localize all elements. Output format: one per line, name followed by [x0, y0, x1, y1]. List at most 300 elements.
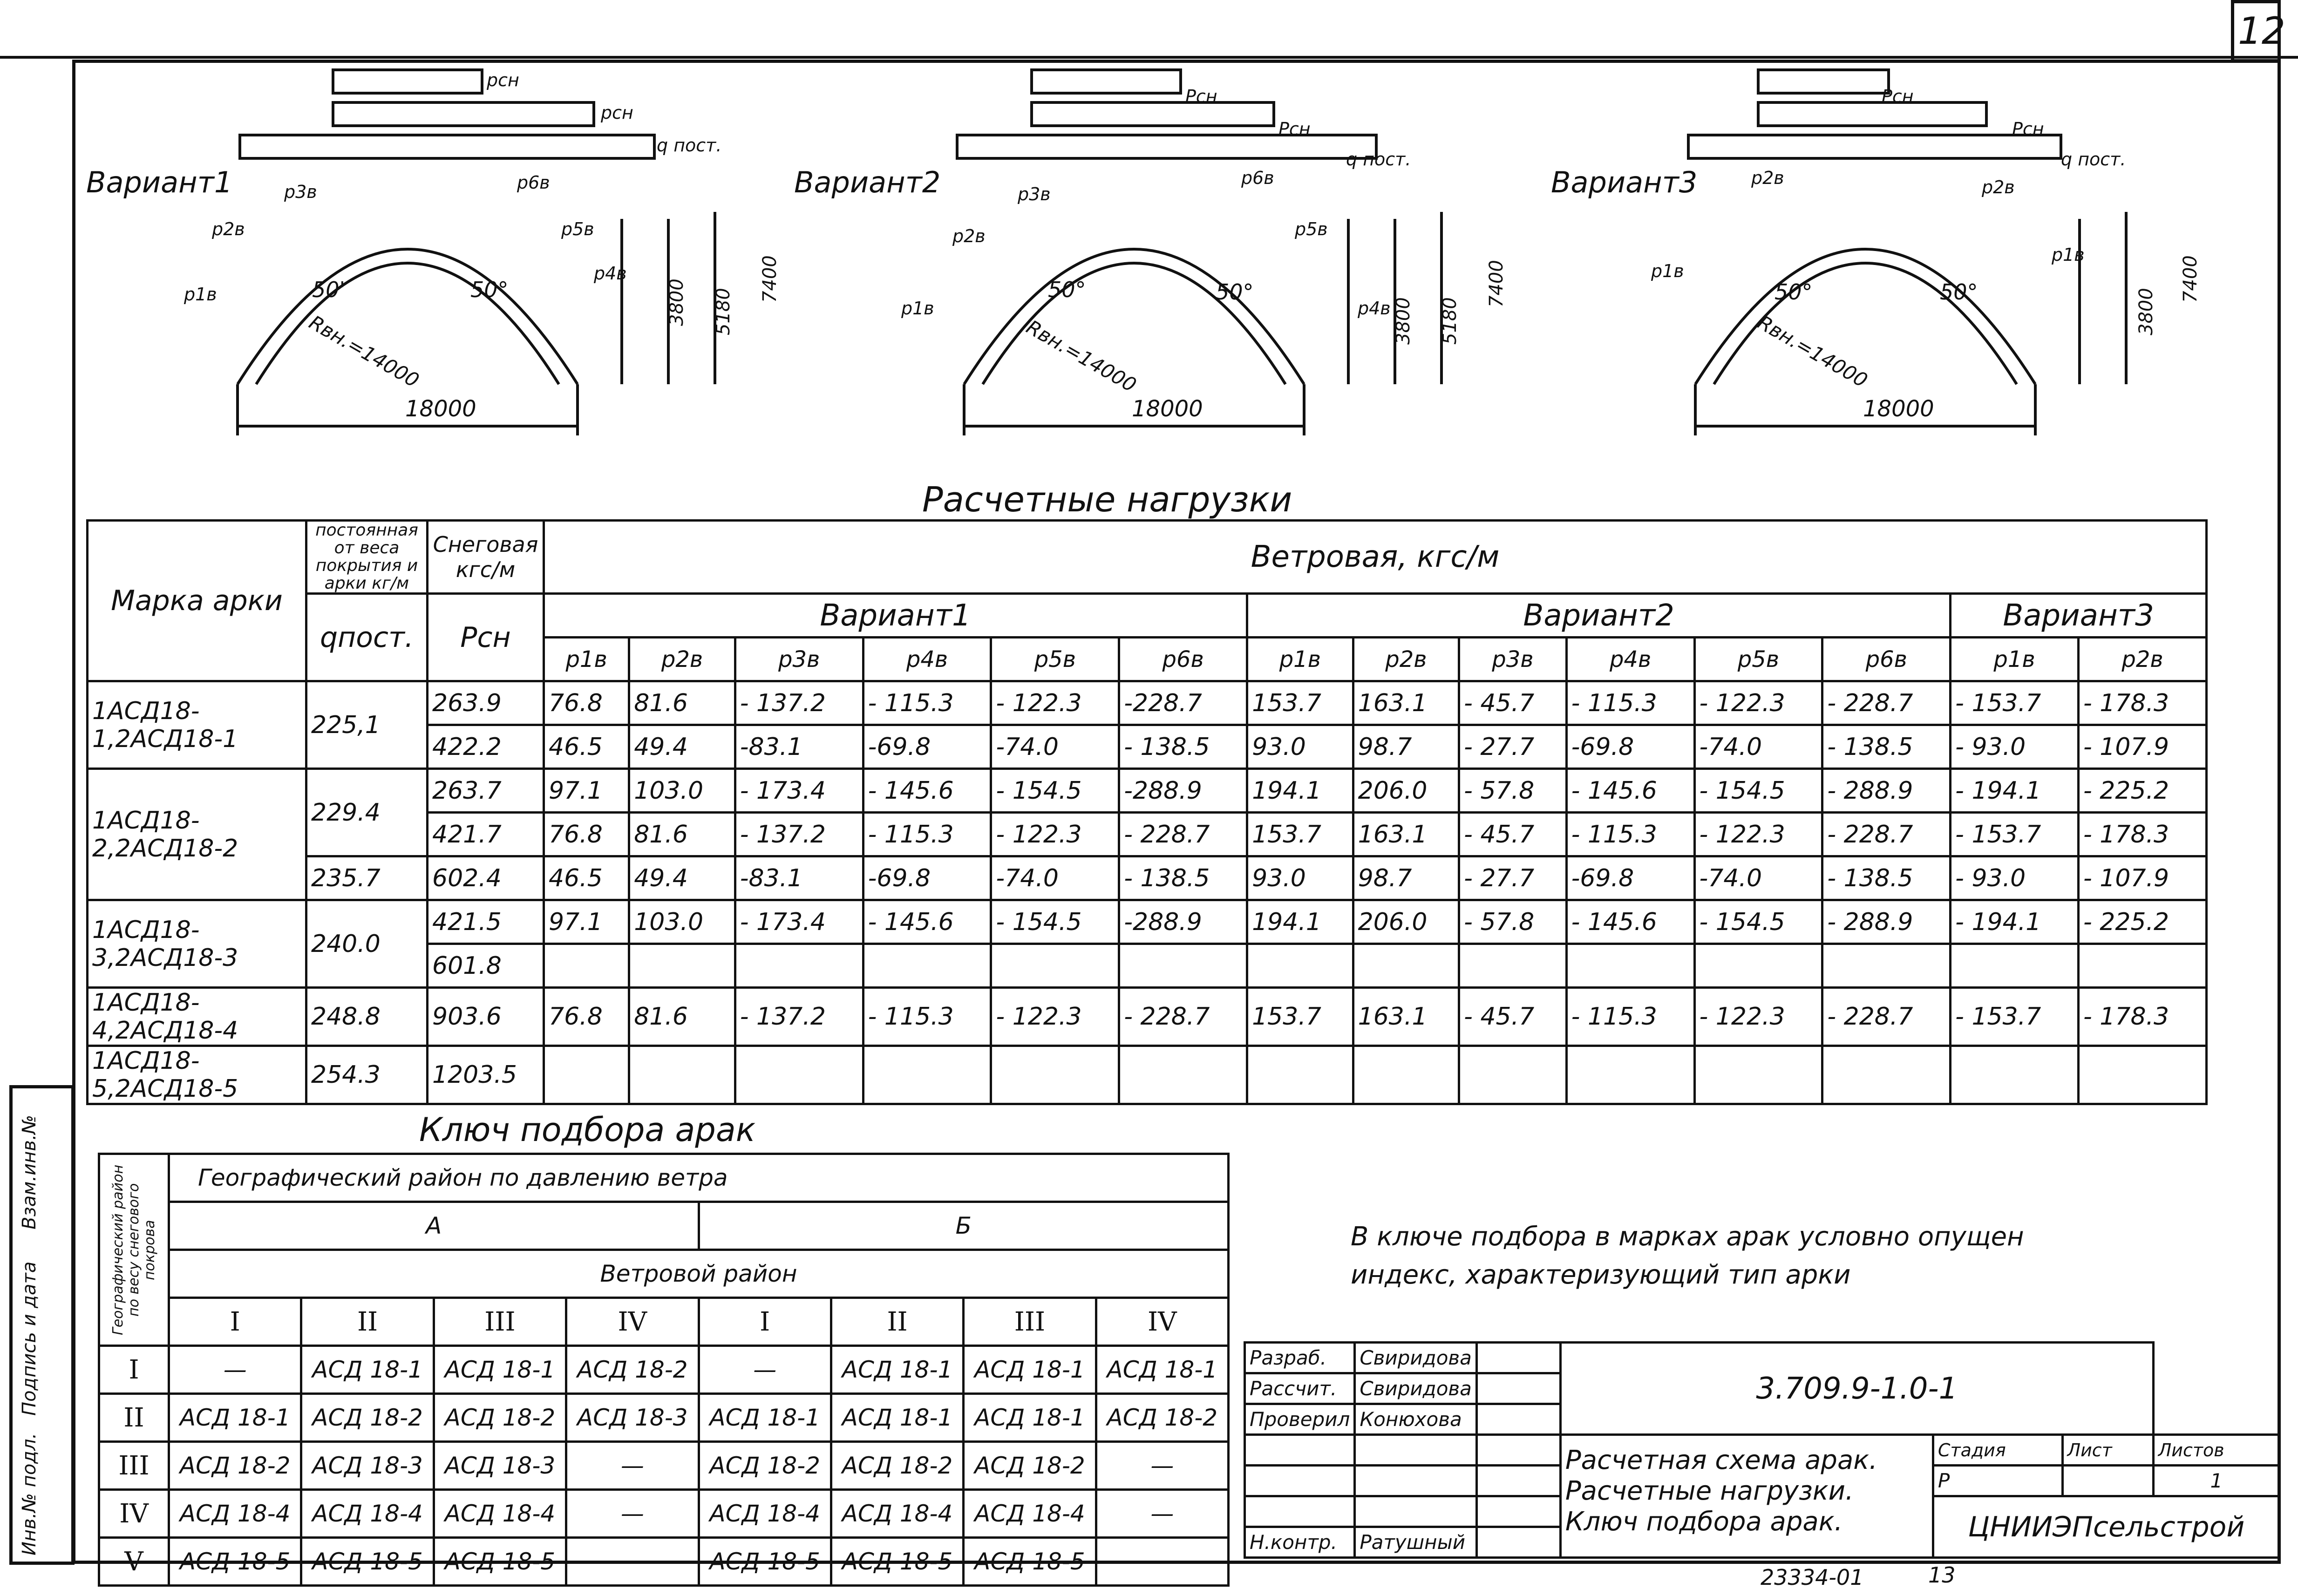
variant-1-header: Вариант1	[544, 594, 1247, 638]
key-cell: АСД 18-4	[169, 1490, 301, 1538]
p-header: p2в	[1353, 638, 1459, 681]
key-wind-region: II	[831, 1298, 963, 1346]
snow-load: 263.7	[428, 769, 544, 813]
wind-load: - 228.7	[1119, 813, 1247, 856]
stamp-person: Свиридова	[1355, 1373, 1477, 1404]
stamp-title-line: Расчетная схема арак.	[1565, 1445, 1877, 1475]
key-cell: АСД 18-5	[169, 1538, 301, 1586]
wind-load: - 225.2	[2078, 769, 2206, 813]
wind-load: 46.5	[544, 856, 629, 900]
wind-load: - 194.1	[1951, 769, 2079, 813]
diagram-2-height-1: 3800	[1393, 297, 1414, 345]
stamp-sheet-label: Лист	[2062, 1435, 2153, 1466]
key-note: В ключе подбора в марках арак условно опущен индекс, характеризующий тип арки	[1351, 1222, 2024, 1290]
stamp-signature	[1476, 1435, 1560, 1466]
wind-load: 194.1	[1247, 900, 1353, 944]
loads-row	[88, 1046, 2207, 1104]
key-cell: —	[1096, 1490, 1228, 1538]
side-stamp-replace: Взам.инв.№	[19, 1114, 40, 1229]
diagram-3-radius: Rвн.=14000	[1754, 311, 1872, 392]
wind-load: - 115.3	[1566, 988, 1694, 1046]
diagram-2-variant: Вариант2	[794, 165, 941, 199]
key-snow-region: II	[99, 1394, 169, 1442]
wind-load: - 137.2	[735, 681, 863, 725]
bottom-code: 23334-01	[1761, 1565, 1864, 1590]
wind-load: 153.7	[1247, 988, 1353, 1046]
diagram-1-wind-p2: p2в	[212, 219, 245, 239]
loads-row	[88, 856, 2207, 900]
diagram-2-wind-p5: p5в	[1295, 219, 1328, 239]
wind-load: 93.0	[1247, 856, 1353, 900]
wind-load	[1951, 1046, 2079, 1104]
arch-diagram-1	[238, 70, 715, 435]
arch-mark: 1АСД18-3,2АСД18-3	[88, 900, 306, 988]
key-zone-row	[99, 1202, 1229, 1250]
wind-load: 76.8	[544, 681, 629, 725]
wind-load: -83.1	[735, 725, 863, 769]
diagram-1-variant: Вариант1	[86, 165, 233, 199]
wind-load: - 228.7	[1822, 813, 1951, 856]
wind-load: 76.8	[544, 813, 629, 856]
arch-mark: 1АСД18-4,2АСД18-4	[88, 988, 306, 1046]
p-header: p5в	[1694, 638, 1822, 681]
wind-load: - 138.5	[1822, 725, 1951, 769]
wind-load	[991, 944, 1119, 988]
stamp-role: Рассчит.	[1245, 1373, 1355, 1404]
wind-load: 97.1	[544, 769, 629, 813]
wind-load	[1119, 1046, 1247, 1104]
sub-const-header: qпост.	[306, 594, 428, 681]
wind-load: - 57.8	[1459, 900, 1567, 944]
stamp-title-line: Ключ подбора арак.	[1565, 1507, 1843, 1537]
arch-mark: 1АСД18-2,2АСД18-2	[88, 769, 306, 900]
wind-load: - 288.9	[1822, 900, 1951, 944]
key-cell: АСД 18-1	[1096, 1346, 1228, 1394]
wind-load	[1694, 1046, 1822, 1104]
title-stamp	[1244, 1341, 2281, 1559]
key-cell: АСД 18-2	[831, 1442, 963, 1490]
wind-load: -288.9	[1119, 769, 1247, 813]
wind-load: - 122.3	[991, 813, 1119, 856]
key-row	[99, 1490, 1229, 1538]
key-wind-region: I	[169, 1298, 301, 1346]
wind-load: - 154.5	[1694, 769, 1822, 813]
stamp-signature	[1476, 1496, 1560, 1527]
diagram-1-height-1: 3800	[666, 278, 687, 326]
diagram-3-height-2: 7400	[2180, 255, 2201, 303]
p-header: p6в	[1822, 638, 1951, 681]
key-geo-row	[99, 1154, 1229, 1202]
wind-load: 153.7	[1247, 813, 1353, 856]
wind-load: - 122.3	[1694, 988, 1822, 1046]
wind-load	[1951, 944, 2079, 988]
wind-load	[1247, 1046, 1353, 1104]
diagram-1-wind-p4: p4в	[594, 263, 627, 284]
wind-load: 103.0	[629, 900, 735, 944]
col-mark-header: Марка арки	[88, 521, 306, 681]
wind-load: -74.0	[1694, 856, 1822, 900]
diagram-3-load-mid: Pсн	[2012, 119, 2044, 139]
wind-load: - 138.5	[1119, 856, 1247, 900]
diagram-1-load-mid: pсн	[601, 102, 633, 123]
wind-load: -74.0	[991, 725, 1119, 769]
p-header: p4в	[1566, 638, 1694, 681]
stamp-person	[1355, 1435, 1477, 1466]
diagram-3-wind-p1: p1в	[1651, 261, 1684, 281]
stamp-signature	[1476, 1466, 1560, 1496]
wind-load: - 93.0	[1951, 856, 2079, 900]
key-cell: АСД 18-2	[1096, 1394, 1228, 1442]
const-load: 225,1	[306, 681, 428, 769]
wind-load: - 137.2	[735, 813, 863, 856]
wind-load: - 115.3	[863, 988, 991, 1046]
key-cell: АСД 18-5	[301, 1538, 434, 1586]
wind-load	[1353, 944, 1459, 988]
key-row	[99, 1394, 1229, 1442]
top-rule	[0, 56, 2298, 59]
wind-load: - 153.7	[1951, 813, 2079, 856]
wind-load: - 145.6	[1566, 900, 1694, 944]
key-cell: —	[566, 1442, 699, 1490]
key-wind-region: IV	[566, 1298, 699, 1346]
arch-mark: 1АСД18-1,2АСД18-1	[88, 681, 306, 769]
diagram-2-wind-p2: p2в	[952, 226, 986, 246]
diagram-2-wind-p3: p3в	[1018, 184, 1051, 204]
wind-load	[863, 1046, 991, 1104]
variant-2-header: Вариант2	[1247, 594, 1951, 638]
diagram-1-load-bottom: q пост.	[657, 135, 722, 156]
p-header: p1в	[1951, 638, 2079, 681]
wind-load: - 45.7	[1459, 813, 1567, 856]
stamp-role: Н.контр.	[1245, 1527, 1355, 1558]
wind-load	[1119, 944, 1247, 988]
p-header: p5в	[991, 638, 1119, 681]
loads-header-row	[88, 521, 2207, 594]
diagram-1-span: 18000	[405, 396, 476, 422]
p-header: p3в	[735, 638, 863, 681]
wind-load: - 115.3	[863, 681, 991, 725]
wind-load: 206.0	[1353, 769, 1459, 813]
key-snow-region: V	[99, 1538, 169, 1586]
wind-load: 163.1	[1353, 681, 1459, 725]
key-wind-region: III	[434, 1298, 566, 1346]
key-cell: АСД 18-1	[831, 1346, 963, 1394]
wind-load: 98.7	[1353, 725, 1459, 769]
wind-load	[2078, 1046, 2206, 1104]
snow-load: 903.6	[428, 988, 544, 1046]
diagram-2-angle-right: 50°	[1216, 279, 1254, 305]
bottom-page: 13	[1928, 1562, 1956, 1588]
diagram-3-wind-p1-right: p1в	[2052, 244, 2085, 265]
wind-load: - 154.5	[991, 900, 1119, 944]
key-snow-region: I	[99, 1346, 169, 1394]
loads-table	[86, 519, 2208, 1105]
key-cell: АСД 18-1	[964, 1394, 1096, 1442]
stamp-role: Проверил	[1245, 1404, 1355, 1435]
stamp-sheet	[2062, 1466, 2153, 1496]
p-header: p4в	[863, 638, 991, 681]
col-snow-header: Снеговая кгс/м	[428, 521, 544, 594]
key-wind-region: I	[699, 1298, 831, 1346]
diagram-2-wind-p6: p6в	[1241, 168, 1274, 188]
snow-load: 421.5	[428, 900, 544, 944]
wind-load: 194.1	[1247, 769, 1353, 813]
key-cell: АСД 18-4	[301, 1490, 434, 1538]
wind-load: 81.6	[629, 988, 735, 1046]
diagram-3-load-bottom: q пост.	[2061, 149, 2126, 170]
key-cell: АСД 18-2	[699, 1442, 831, 1490]
wind-load: - 115.3	[1566, 681, 1694, 725]
wind-load	[1694, 944, 1822, 988]
loads-row	[88, 681, 2207, 725]
key-cell: АСД 18-1	[169, 1394, 301, 1442]
key-cell: АСД 18-5	[964, 1538, 1096, 1586]
wind-load: - 173.4	[735, 900, 863, 944]
key-cell: АСД 18-1	[699, 1394, 831, 1442]
stamp-row	[1245, 1435, 2280, 1466]
side-stamp-sign: Подпись и дата	[19, 1261, 40, 1416]
wind-load: -288.9	[1119, 900, 1247, 944]
diagram-1-wind-p1: p1в	[184, 284, 217, 305]
wind-load	[1459, 944, 1567, 988]
key-cell: АСД 18-3	[301, 1442, 434, 1490]
wind-load: 103.0	[629, 769, 735, 813]
wind-load: 93.0	[1247, 725, 1353, 769]
wind-load: -83.1	[735, 856, 863, 900]
wind-load: 97.1	[544, 900, 629, 944]
wind-load: -69.8	[863, 725, 991, 769]
wind-load: - 173.4	[735, 769, 863, 813]
key-cell: АСД 18-3	[434, 1442, 566, 1490]
stamp-person	[1355, 1466, 1477, 1496]
wind-load	[1822, 944, 1951, 988]
key-cell: —	[699, 1346, 831, 1394]
key-side-label-text: Географический район по весу снегового покрова	[109, 1164, 158, 1335]
sub-snow-header: Pсн	[428, 594, 544, 681]
wind-load	[2078, 944, 2206, 988]
wind-load: 81.6	[629, 813, 735, 856]
variant-3-header: Вариант3	[1951, 594, 2207, 638]
wind-load: -69.8	[1566, 725, 1694, 769]
key-geo-title: Географический район по давлению ветра	[169, 1154, 1229, 1202]
wind-load: - 27.7	[1459, 856, 1567, 900]
wind-load: 49.4	[629, 856, 735, 900]
wind-load: - 115.3	[863, 813, 991, 856]
loads-row	[88, 900, 2207, 944]
arch-mark: 1АСД18-5,2АСД18-5	[88, 1046, 306, 1104]
diagram-1-wind-p3: p3в	[284, 182, 317, 202]
stamp-sheets: 1	[2153, 1466, 2279, 1496]
wind-load: 81.6	[629, 681, 735, 725]
key-cell: АСД 18-1	[434, 1346, 566, 1394]
wind-load: - 137.2	[735, 988, 863, 1046]
wind-load: 163.1	[1353, 813, 1459, 856]
key-cell: —	[169, 1346, 301, 1394]
diagram-2-load-bottom: q пост.	[1346, 149, 1411, 170]
wind-load: - 122.3	[1694, 681, 1822, 725]
wind-load: 49.4	[629, 725, 735, 769]
wind-load	[1459, 1046, 1567, 1104]
stamp-doc-code: 3.709.9-1.0-1	[1560, 1343, 2153, 1435]
p-header: p1в	[544, 638, 629, 681]
p-header: p2в	[2078, 638, 2206, 681]
wind-load: - 228.7	[1822, 988, 1951, 1046]
key-zone-a: А	[169, 1202, 699, 1250]
wind-load: -228.7	[1119, 681, 1247, 725]
stamp-role	[1245, 1466, 1355, 1496]
diagram-3-angle-left: 50°	[1774, 279, 1813, 305]
wind-load: - 122.3	[991, 988, 1119, 1046]
arch-diagram-2	[957, 70, 1441, 435]
p-header: p3в	[1459, 638, 1567, 681]
wind-load	[735, 1046, 863, 1104]
stamp-role	[1245, 1496, 1355, 1527]
key-wind-title-row	[99, 1250, 1229, 1298]
wind-load: 46.5	[544, 725, 629, 769]
wind-load: - 153.7	[1951, 988, 2079, 1046]
key-cell: АСД 18-2	[301, 1394, 434, 1442]
stamp-stage-label: Стадия	[1933, 1435, 2062, 1466]
wind-load: - 225.2	[2078, 900, 2206, 944]
diagram-2-wind-p4: p4в	[1358, 298, 1391, 319]
key-cell: АСД 18-2	[964, 1442, 1096, 1490]
wind-load: - 107.9	[2078, 856, 2206, 900]
page-number: 12	[2238, 9, 2285, 53]
stamp-role: Разраб.	[1245, 1343, 1355, 1373]
key-wind-regions-row	[99, 1298, 1229, 1346]
wind-load: 98.7	[1353, 856, 1459, 900]
snow-load: 263.9	[428, 681, 544, 725]
diagram-1-load-top: pсн	[487, 70, 519, 90]
wind-load	[1566, 1046, 1694, 1104]
diagram-2-load-mid: Pсн	[1278, 119, 1311, 139]
wind-load: -69.8	[863, 856, 991, 900]
key-cell: АСД 18-1	[301, 1346, 434, 1394]
snow-load: 421.7	[428, 813, 544, 856]
wind-load: - 154.5	[991, 769, 1119, 813]
stamp-role	[1245, 1435, 1355, 1466]
diagram-2-load-top: Pсн	[1185, 86, 1217, 107]
diagram-2-span: 18000	[1132, 396, 1203, 422]
stamp-signature	[1476, 1343, 1560, 1373]
key-cell: АСД 18-5	[831, 1538, 963, 1586]
diagram-3-load-top: Pсн	[1882, 86, 1914, 107]
key-wind-title: Ветровой район	[169, 1250, 1229, 1298]
wind-load	[629, 944, 735, 988]
snow-load: 1203.5	[428, 1046, 544, 1104]
key-cell: АСД 18-4	[434, 1490, 566, 1538]
key-cell: —	[1096, 1538, 1228, 1586]
side-stamp-inv: Инв.№ подл.	[19, 1433, 40, 1555]
stamp-person: Свиридова	[1355, 1343, 1477, 1373]
wind-load: - 178.3	[2078, 681, 2206, 725]
stamp-signature	[1476, 1373, 1560, 1404]
wind-load: - 45.7	[1459, 988, 1567, 1046]
key-row	[99, 1442, 1229, 1490]
stamp-org: ЦНИИЭПсельстрой	[1933, 1496, 2279, 1558]
wind-load	[1247, 944, 1353, 988]
const-load: 248.8	[306, 988, 428, 1046]
key-cell: АСД 18-2	[566, 1346, 699, 1394]
wind-load: 163.1	[1353, 988, 1459, 1046]
stamp-person: Конюхова	[1355, 1404, 1477, 1435]
p-header: p2в	[629, 638, 735, 681]
key-row	[99, 1538, 1229, 1586]
key-cell: —	[566, 1538, 699, 1586]
key-snow-region: IV	[99, 1490, 169, 1538]
loads-title: Расчетные нагрузки	[922, 480, 1292, 520]
snow-load: 422.2	[428, 725, 544, 769]
wind-load	[863, 944, 991, 988]
diagram-2-height-3: 7400	[1486, 260, 1507, 307]
wind-load: - 122.3	[1694, 813, 1822, 856]
diagram-3-angle-right: 50°	[1940, 279, 1978, 305]
wind-load: - 27.7	[1459, 725, 1567, 769]
wind-load: - 228.7	[1822, 681, 1951, 725]
const-load: 235.7	[306, 856, 428, 900]
key-cell: АСД 18-2	[434, 1394, 566, 1442]
const-load: 240.0	[306, 900, 428, 988]
key-cell: АСД 18-4	[964, 1490, 1096, 1538]
wind-load: - 145.6	[863, 769, 991, 813]
key-wind-region: III	[964, 1298, 1096, 1346]
wind-load	[1822, 1046, 1951, 1104]
diagram-3-variant: Вариант3	[1551, 165, 1698, 199]
diagram-2-angle-left: 50°	[1048, 277, 1086, 302]
wind-load	[544, 1046, 629, 1104]
key-cell: АСД 18-1	[964, 1346, 1096, 1394]
key-table	[98, 1153, 1230, 1587]
diagram-2-radius: Rвн.=14000	[1022, 315, 1141, 397]
wind-load: - 107.9	[2078, 725, 2206, 769]
snow-load: 602.4	[428, 856, 544, 900]
stamp-title	[1560, 1435, 1933, 1558]
key-title: Ключ подбора арак	[419, 1111, 756, 1149]
key-cell: АСД 18-3	[566, 1394, 699, 1442]
diagram-1-wind-p5: p5в	[561, 219, 594, 239]
key-cell: АСД 18-5	[699, 1538, 831, 1586]
diagram-1-wind-p6: p6в	[517, 172, 550, 193]
wind-load	[1566, 944, 1694, 988]
wind-load: - 45.7	[1459, 681, 1567, 725]
wind-load: - 115.3	[1566, 813, 1694, 856]
diagram-1-height-3: 7400	[759, 255, 781, 303]
stamp-row	[1245, 1343, 2280, 1373]
key-row	[99, 1346, 1229, 1394]
wind-load: - 122.3	[991, 681, 1119, 725]
wind-load	[544, 944, 629, 988]
stamp-person: Ратушный	[1355, 1527, 1477, 1558]
stamp-title-line: Расчетные нагрузки.	[1565, 1476, 1854, 1506]
p-header: p6в	[1119, 638, 1247, 681]
p-header: p1в	[1247, 638, 1353, 681]
wind-load: - 288.9	[1822, 769, 1951, 813]
const-load: 229.4	[306, 769, 428, 856]
diagram-3-height-1: 3800	[2135, 288, 2157, 335]
snow-load: 601.8	[428, 944, 544, 988]
wind-load: - 145.6	[863, 900, 991, 944]
loads-variant-row	[88, 594, 2207, 638]
key-cell: —	[566, 1490, 699, 1538]
diagram-1-angle-left: 50'	[312, 277, 346, 302]
key-cell: АСД 18-2	[169, 1442, 301, 1490]
wind-load: - 57.8	[1459, 769, 1567, 813]
wind-load: 153.7	[1247, 681, 1353, 725]
col-const-header: постоянная от веса покрытия и арки кг/м	[306, 521, 428, 594]
key-snow-region: III	[99, 1442, 169, 1490]
stamp-signature	[1476, 1527, 1560, 1558]
diagram-3-wind-p2-right: p2в	[1982, 177, 2015, 197]
